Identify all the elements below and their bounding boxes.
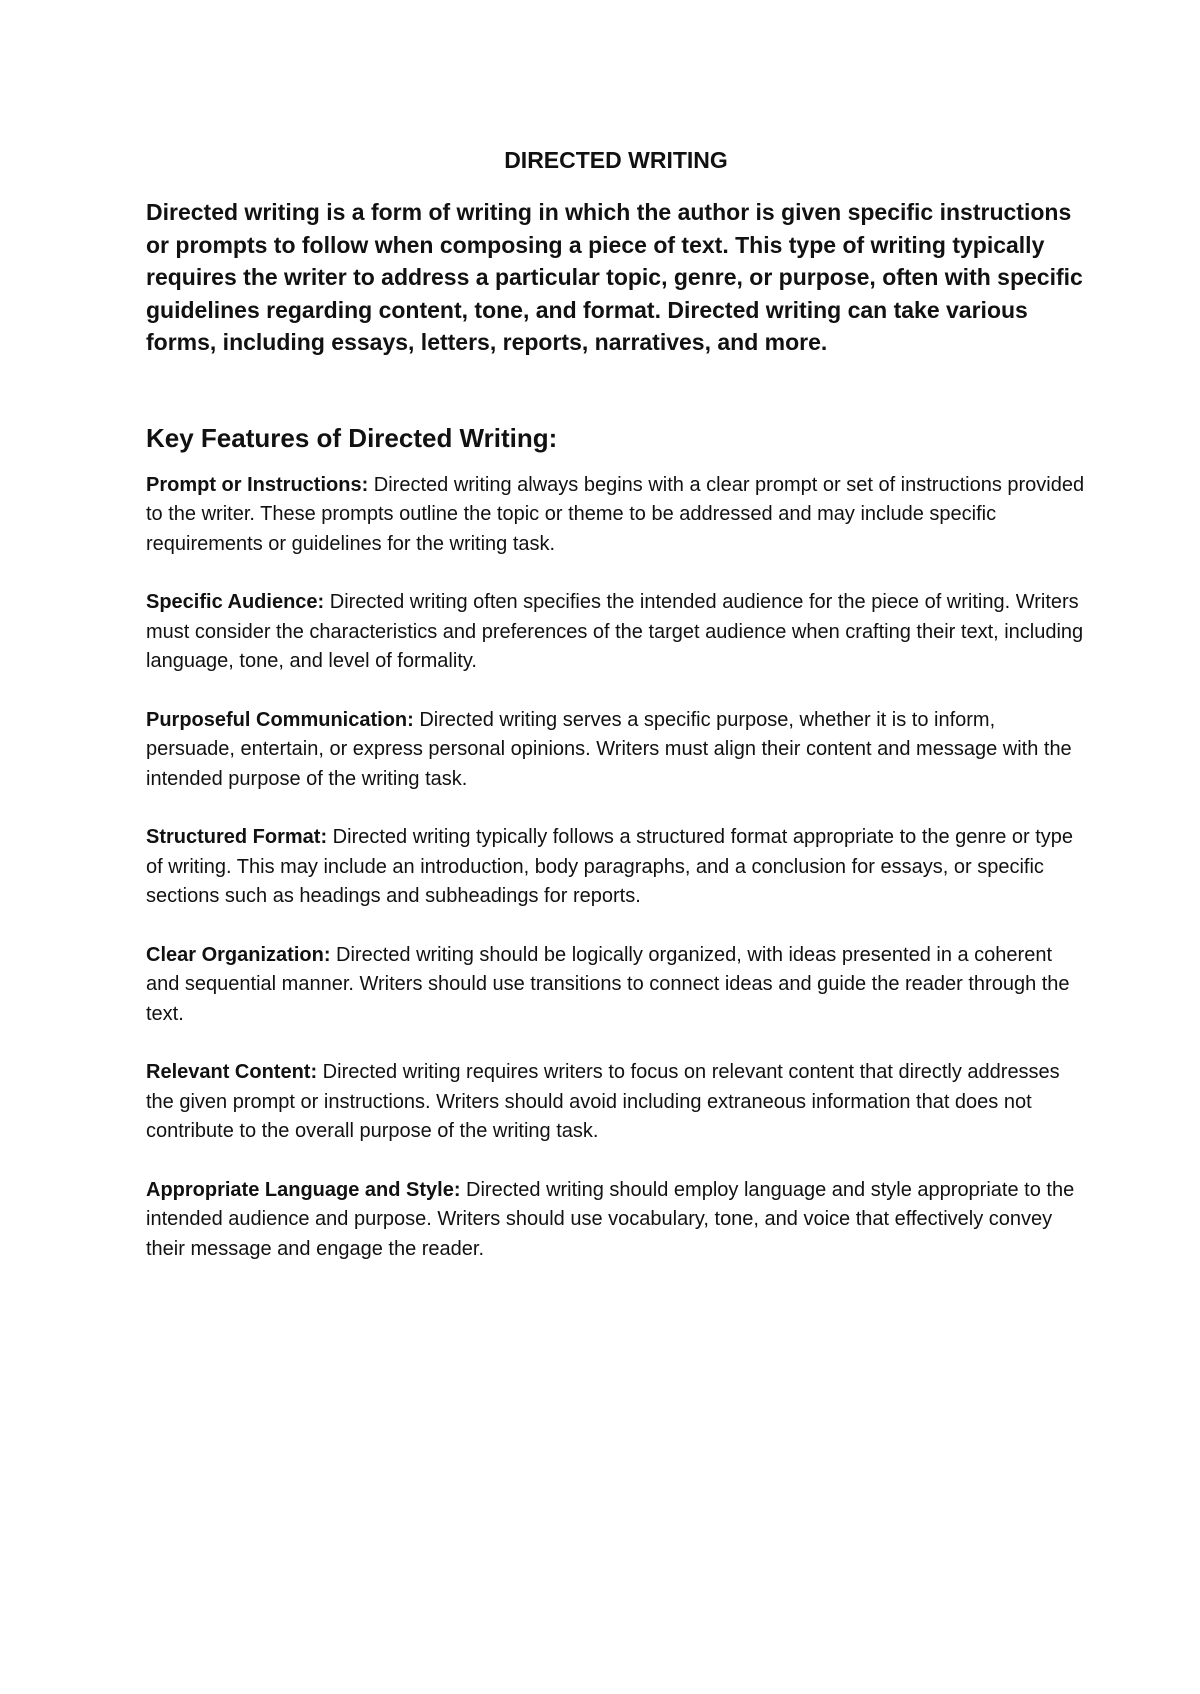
- document-title: DIRECTED WRITING: [504, 147, 728, 173]
- feature-name: Appropriate Language and Style:: [146, 1178, 461, 1201]
- feature-name: Specific Audience:: [146, 591, 325, 613]
- feature-text: Directed writing requires writers to focus on relevant content that directly addresses the given prompt or instructions. Writers should avoid including extraneous information that does not contribute to the overall purpose of the writing task.: [146, 1061, 1060, 1142]
- feature-name: Clear Organization:: [146, 943, 331, 966]
- feature-name: Structured Format:: [146, 826, 328, 848]
- feature-clear-organization: [146, 941, 1086, 1030]
- section-heading: Key Features of Directed Writing:: [146, 422, 558, 453]
- feature-text: Directed writing always begins with a clear prompt or set of instructions provided to the writer. These prompts outline the topic or theme to be addressed and may include specific requirements or guidelines for the writing task.: [146, 473, 1085, 555]
- feature-text: Directed writing should employ language and style appropriate to the intended audience and purpose. Writers should use vocabulary, tone, and voice that effectively convey their message and engage the reader.: [146, 1178, 1075, 1260]
- feature-text: Directed writing often specifies the intended audience for the piece of writing. Writers must consider the characteristics and preferences of the target audience when crafting their text, including language, tone, and level of formality.: [146, 591, 1084, 672]
- feature-structured-format: [146, 823, 1086, 912]
- feature-text: Directed writing should be logically organized, with ideas presented in a coherent and sequential manner. Writers should use transitions to connect ideas and guide the reader through the text.: [146, 943, 1070, 1025]
- feature-purposeful-communication: [146, 706, 1086, 795]
- document-body: [146, 144, 1086, 1293]
- feature-name: Prompt or Instructions:: [146, 473, 369, 496]
- feature-specific-audience: [146, 588, 1086, 677]
- feature-text: Directed writing typically follows a structured format appropriate to the genre or type of writing. This may include an introduction, body paragraphs, and a conclusion for essays, or specific sections such as headings and subheadings for reports.: [146, 826, 1074, 907]
- feature-relevant-content: [146, 1058, 1086, 1147]
- feature-prompt-or-instructions: [146, 471, 1086, 560]
- feature-name: Purposeful Communication:: [146, 708, 414, 731]
- feature-text: Directed writing serves a specific purpose, whether it is to inform, persuade, entertain, or express personal opinions. Writers must align their content and message with the intended purpose of the writing task.: [146, 708, 1072, 790]
- feature-appropriate-language-and-style: [146, 1176, 1086, 1265]
- feature-name: Relevant Content:: [146, 1061, 318, 1083]
- intro-paragraph: Directed writing is a form of writing in which the author is given specific instructions or prompts to follow when composing a piece of text. This type of writing typically requires the writer to address a particular topic, genre, or purpose, often with specific guidelines regarding content, tone, and format. Directed writing can take various forms, including essays, letters, reports, narratives, and more.: [146, 199, 1083, 355]
